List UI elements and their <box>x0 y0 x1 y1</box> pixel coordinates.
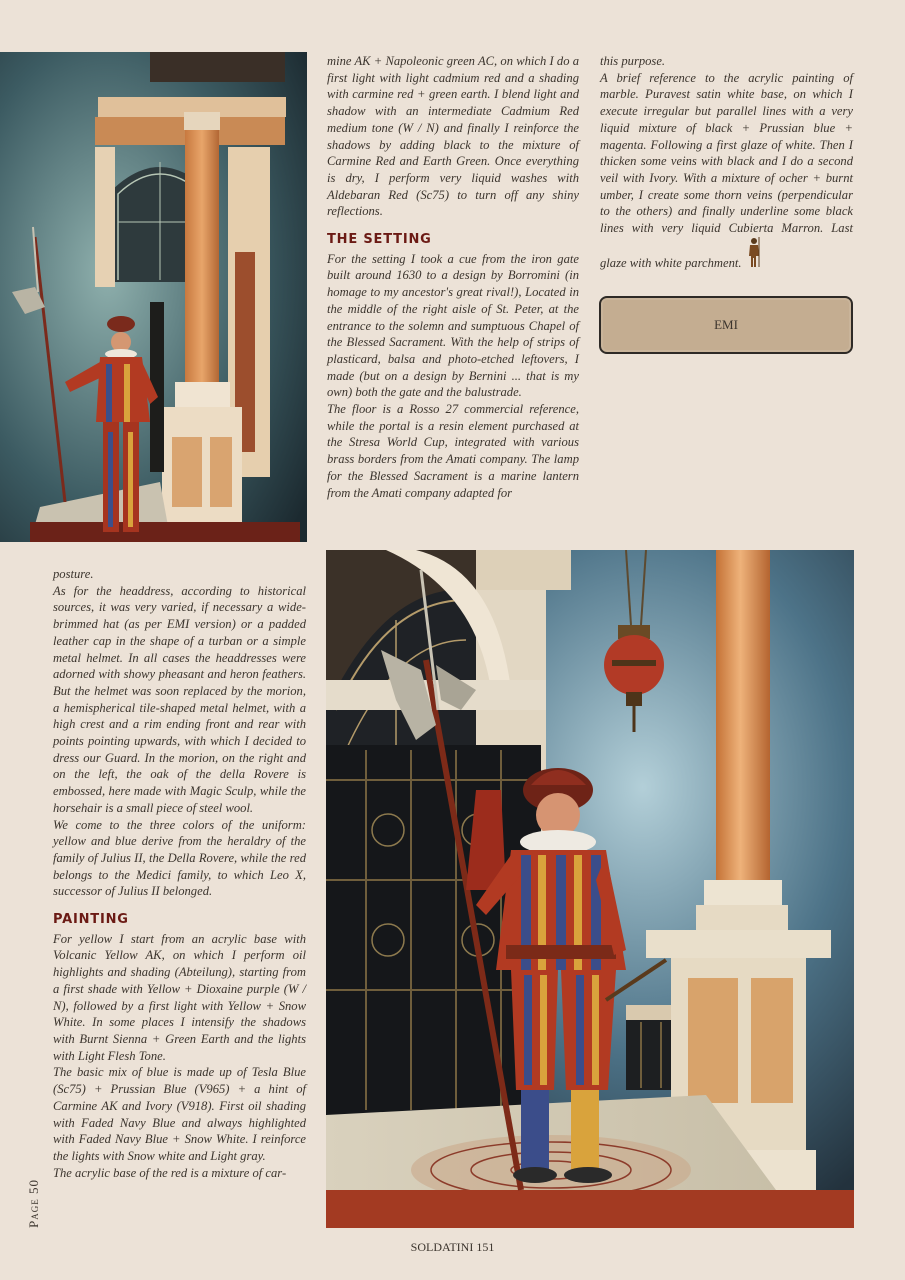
paragraph: We come to the three colors of the uniform: yellow and blue derive from the heraldry of the family of Julius II, the Della Rovere, while the red belongs to the Medici family, to which Leo X, successor of Julius II belonged. <box>53 817 306 899</box>
section-heading-setting: THE SETTING <box>327 232 432 248</box>
paragraph: this purpose. <box>600 54 666 68</box>
paragraph: As for the headdress, according to historical sources, it was very varied, if necessary a wide-brimmed hat (as per EMI version) or a padded leather cap in the shape of a turban or a simple metal helmet. In all cases the headdresses were adorned with showy pheasant and heron feathers. But the helmet was soon replaced by the morion, a hemispherical tile-shaped metal helmet, with a high crest and a rim ending front and rear with points pointing upwards, with which I decided to dress our Guard. In the morion, on the right and on the left, the oak of the della Rovere is embossed, here made with Magic Sculp, while the horsehair is a small piece of steel wool. <box>53 583 306 815</box>
paragraph: The acrylic base of the red is a mixture of car- <box>53 1165 287 1180</box>
article-column-left <box>53 566 306 1181</box>
page-number-label: Page 50 <box>26 1179 41 1228</box>
paragraph: For yellow I start from an acrylic base with Volcanic Yellow AK, on which I perform oil highlights and shading (Abteilung), starting from a first shade with Yellow + Dioxaine purple (W / N), followed by a first light with Yellow + Snow White. In some places I intensify the shadows with Burnt Sienna + Green Earth and the lights with Light Flesh Tone. <box>53 931 306 1063</box>
paragraph: posture. <box>53 567 94 581</box>
article-column-right <box>600 53 853 271</box>
paragraph: For the setting I took a cue from the iron gate built around 1630 to a design by Borromini (in homage to my ancestor's great rival!), Located in the middle of the right aisle of St. Peter, at the entrance to the solemn and sumptuous Chapel of the Blessed Sacrament. With the help of strips of plasticard, balsa and photo-etched leftovers, I made (but on a design by Bernini ... that is my own) both the gate and the balustrade. <box>327 251 579 400</box>
paragraph: mine AK + Napoleonic green AC, on which I do a first light with light cadmium red and a shading with carmine red + green earth. I blend light and shadow with an intermediate Cadmium Red medium tone (W / N) and finally I reinforce the shadows by adding black to the mixture of Carmine Red and Earth Green. Once everything is dry, I perform very liquid washes with Aldebaran Red (Sc75) to turn off any shiny reflections. <box>327 54 579 219</box>
paragraph <box>600 70 853 272</box>
paragraph: The floor is a Rosso 27 commercial reference, while the portal is a resin element purchased at the Stresa World Cup, integrated with various brass borders from the Amati company. The lamp for the Blessed Sacrament is a marine lantern from the Amati company adapted for <box>327 402 579 500</box>
photo-guard-main <box>326 550 854 1228</box>
paragraph-text: A brief reference to the acrylic painting of marble. Puravest satin white base, on which I execute irregular but parallel lines with a very liquid mixture of black + Prussian blue + magenta. Following a first glaze of white. Then I thicken some veins with black and I do a second veil with Ivory. With a mixture of ocher + burnt umber, I create some thorn veins (perpendicular to the others) and finally underline some black lines with very liquid Cubierta Marron. Last glaze with white parchment. <box>600 70 853 270</box>
magazine-footer: SOLDATINI 151 <box>410 1240 495 1254</box>
photo-guard-with-portal <box>0 52 307 542</box>
emi-caption-box <box>599 296 853 354</box>
paragraph: The basic mix of blue is made up of Tesla Blue (Sc75) + Prussian Blue (V965) + a hint of Carmine AK and Ivory (V918). First oil shading with Faded Navy Blue and always highlighted with Faded Navy Blue + Snow White. I reinforce the lights with Snow white and Light gray. <box>53 1065 306 1163</box>
section-heading-painting: PAINTING <box>53 912 129 928</box>
emi-caption-label: EMI <box>714 317 738 332</box>
soldier-silhouette-icon <box>748 237 760 272</box>
article-column-middle <box>327 53 579 501</box>
